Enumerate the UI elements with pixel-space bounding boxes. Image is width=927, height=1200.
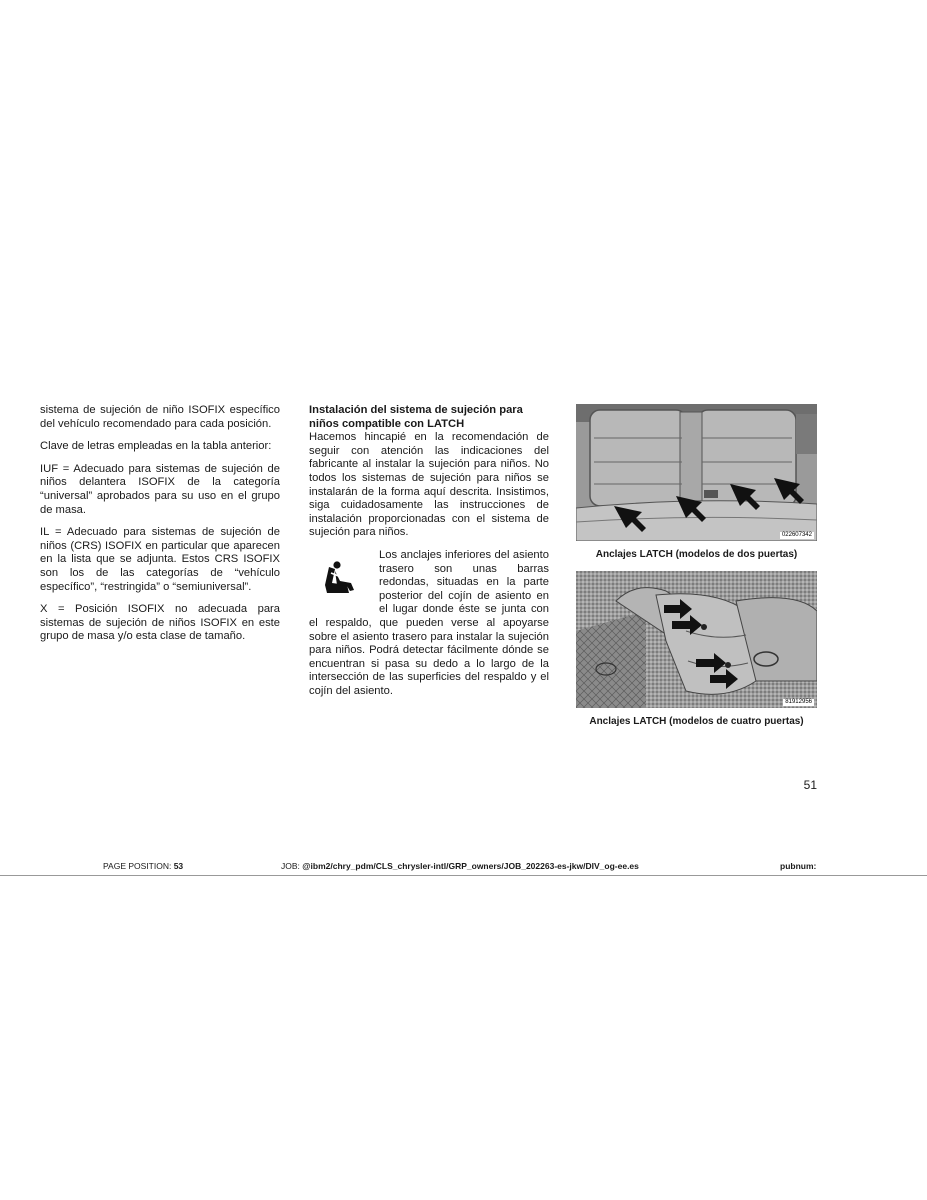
left-paragraph-1: sistema de sujeción de niño ISOFIX específico del vehículo recomendado para cada posición.	[40, 404, 280, 430]
figure-1-code: 022607342	[781, 532, 812, 538]
footer-pubnum: pubnum:	[780, 861, 817, 871]
footer-job-value: @ibm2/chry_pdm/CLS_chrysler-intl/GRP_owners/JOB_202263-es-jkw/DIV_og-ee.es	[302, 861, 639, 871]
latch-four-door-photo	[576, 571, 817, 708]
middle-column	[309, 404, 549, 698]
middle-paragraph-1: Hacemos hincapié en la recomendación de seguir con atención las indicaciones del fabricante al instalar la sujeción para niños. No todos los sistemas de sujeción para niños se instalarán de la forma aquí descrita. Insistimos, siga cuidadosamente las instrucciones de instalación proporcionadas con el sistema de sujeción para niños.	[309, 431, 549, 539]
child-seat-icon	[321, 559, 359, 607]
middle-paragraph-2-wrap	[309, 549, 549, 699]
left-paragraph-5: X = Posición ISOFIX no adecuada para sistemas de sujeción de niños ISOFIX en este grupo de masa y/o esta clase de tamaño.	[40, 603, 280, 643]
footer-position-label: PAGE POSITION:	[103, 861, 174, 871]
section-heading: Instalación del sistema de sujeción para niños compatible con LATCH	[309, 404, 523, 430]
figure-2-caption: Anclajes LATCH (modelos de cuatro puertas)	[589, 716, 804, 727]
right-column	[576, 404, 817, 738]
left-paragraph-4: IL = Adecuado para sistemas de sujeción de niños (CRS) ISOFIX en particular que aparecen en la lista que se adjunta. Estos CRS ISOFIX son los de las categorías de “vehículo específico”, “restringida” o “semiuniversal”.	[40, 526, 280, 593]
page-number: 51	[803, 778, 817, 792]
footer-page-position	[103, 861, 183, 871]
footer-job-label: JOB:	[281, 861, 303, 871]
figure-2-code: 81912956	[785, 699, 812, 705]
footer-rule	[0, 875, 927, 876]
middle-paragraph-2: Los anclajes inferiores del asiento trasero son unas barras redondas, situadas en la parte posterior del cojín de asiento en el lugar donde éste se junta con el respaldo, que pueden verse al apoyarse sobre el asiento trasero para instalar la sujeción para niños. Podrá detectar fácilmente dónde se encuentran si pasa su dedo a lo largo de la intersección de las superficies del respaldo y el cojín del asiento.	[309, 548, 549, 697]
four-door-seat-illustration	[576, 571, 817, 708]
left-paragraph-3: IUF = Adecuado para sistemas de sujeción de niños delantera ISOFIX de la categoría “universal” aprobados para su uso en el grupo de masa.	[40, 462, 280, 516]
footer-position-value: 53	[173, 861, 184, 871]
figure-1-caption: Anclajes LATCH (modelos de dos puertas)	[595, 549, 798, 560]
two-door-seat-illustration	[576, 404, 817, 541]
latch-two-door-photo	[576, 404, 817, 541]
footer-job	[281, 861, 639, 871]
left-paragraph-2: Clave de letras empleadas en la tabla anterior:	[40, 440, 272, 453]
left-column	[40, 404, 280, 653]
